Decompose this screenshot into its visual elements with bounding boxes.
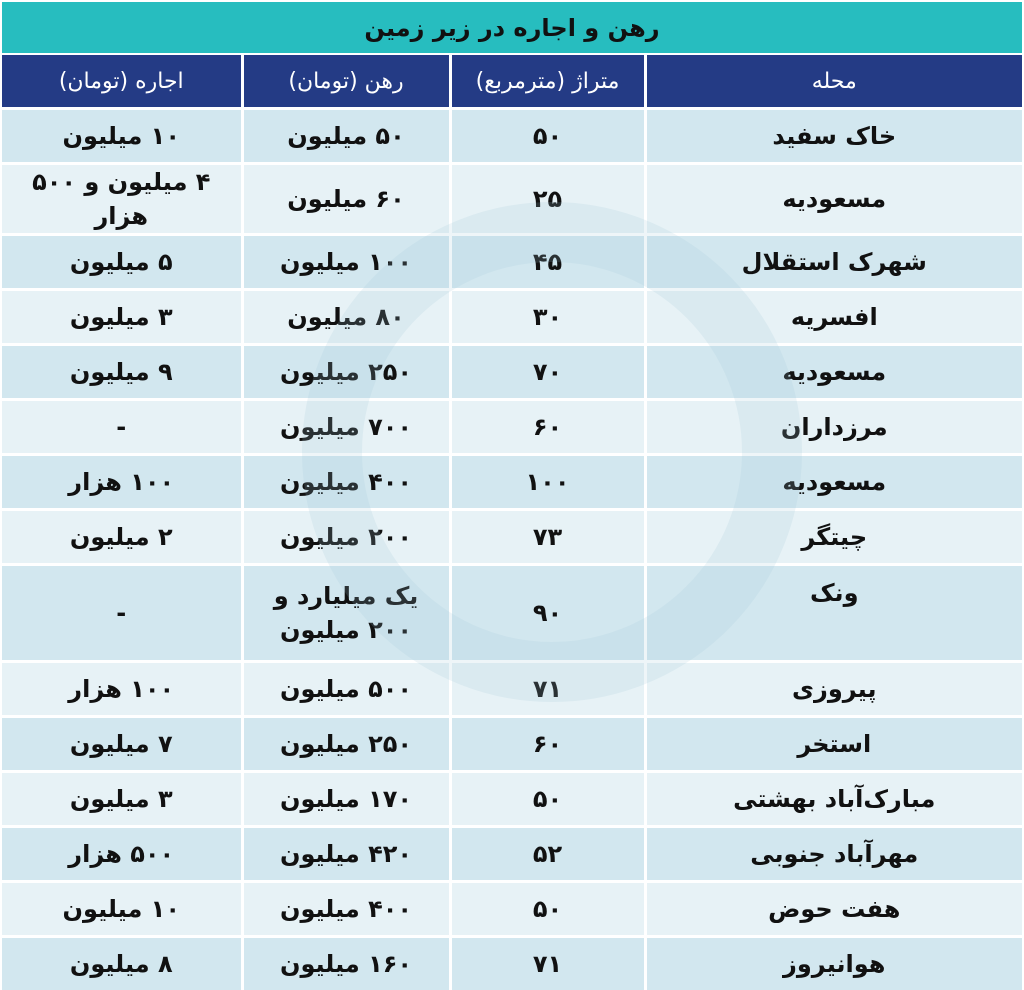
header-neighborhood: محله — [645, 55, 1022, 109]
rent-table-container — [2, 2, 1022, 963]
cell-deposit: ۲۵۰ میلیون — [242, 345, 450, 400]
cell-neighborhood: مهرآباد جنوبی — [645, 827, 1022, 882]
cell-area: ۲۵ — [450, 164, 645, 235]
table-row — [2, 717, 1022, 772]
rent-table — [2, 55, 1022, 990]
table-row — [2, 164, 1022, 235]
cell-rent: ۵ میلیون — [2, 235, 242, 290]
cell-rent: ۷ میلیون — [2, 717, 242, 772]
cell-area: ۵۲ — [450, 827, 645, 882]
cell-rent: ۱۰۰ هزار — [2, 455, 242, 510]
cell-neighborhood: مرزداران — [645, 400, 1022, 455]
cell-deposit: ۵۰ میلیون — [242, 109, 450, 164]
cell-neighborhood: مسعودیه — [645, 164, 1022, 235]
cell-deposit: ۸۰ میلیون — [242, 290, 450, 345]
cell-neighborhood: ونک — [645, 565, 1022, 662]
cell-rent: ۹ میلیون — [2, 345, 242, 400]
cell-area: ۷۱ — [450, 662, 645, 717]
header-row — [2, 55, 1022, 109]
header-area: متراژ (مترمربع) — [450, 55, 645, 109]
cell-area: ۷۳ — [450, 510, 645, 565]
table-row — [2, 510, 1022, 565]
cell-area: ۷۰ — [450, 345, 645, 400]
cell-deposit: ۱۷۰ میلیون — [242, 772, 450, 827]
cell-deposit: ۱۶۰ میلیون — [242, 937, 450, 990]
cell-area: ۵۰ — [450, 109, 645, 164]
cell-area: ۴۵ — [450, 235, 645, 290]
cell-deposit: ۴۰۰ میلیون — [242, 455, 450, 510]
cell-neighborhood: خاک سفید — [645, 109, 1022, 164]
cell-area: ۵۰ — [450, 882, 645, 937]
cell-deposit: ۴۲۰ میلیون — [242, 827, 450, 882]
cell-rent: ۴ میلیون و ۵۰۰ هزار — [2, 164, 242, 235]
table-row — [2, 662, 1022, 717]
cell-neighborhood: پیروزی — [645, 662, 1022, 717]
cell-rent: ۱۰۰ هزار — [2, 662, 242, 717]
cell-rent: ۸ میلیون — [2, 937, 242, 990]
table-row — [2, 235, 1022, 290]
cell-rent: - — [2, 400, 242, 455]
cell-deposit: ۷۰۰ میلیون — [242, 400, 450, 455]
cell-area: ۹۰ — [450, 565, 645, 662]
cell-area: ۶۰ — [450, 717, 645, 772]
cell-rent: ۳ میلیون — [2, 290, 242, 345]
cell-deposit: ۶۰ میلیون — [242, 164, 450, 235]
cell-deposit: ۵۰۰ میلیون — [242, 662, 450, 717]
cell-rent: - — [2, 565, 242, 662]
cell-rent: ۵۰۰ هزار — [2, 827, 242, 882]
cell-neighborhood: مسعودیه — [645, 455, 1022, 510]
table-row — [2, 345, 1022, 400]
table-row — [2, 827, 1022, 882]
cell-rent: ۱۰ میلیون — [2, 109, 242, 164]
cell-deposit: ۲۰۰ میلیون — [242, 510, 450, 565]
table-row — [2, 400, 1022, 455]
cell-deposit: ۴۰۰ میلیون — [242, 882, 450, 937]
table-row — [2, 772, 1022, 827]
table-row — [2, 937, 1022, 990]
table-row — [2, 109, 1022, 164]
cell-deposit: ۱۰۰ میلیون — [242, 235, 450, 290]
cell-rent: ۱۰ میلیون — [2, 882, 242, 937]
cell-area: ۱۰۰ — [450, 455, 645, 510]
cell-area: ۵۰ — [450, 772, 645, 827]
table-title: رهن و اجاره در زیر زمین — [2, 2, 1022, 55]
header-deposit: رهن (تومان) — [242, 55, 450, 109]
cell-neighborhood: شهرک استقلال — [645, 235, 1022, 290]
header-rent: اجاره (تومان) — [2, 55, 242, 109]
cell-rent: ۳ میلیون — [2, 772, 242, 827]
cell-neighborhood: استخر — [645, 717, 1022, 772]
cell-area: ۳۰ — [450, 290, 645, 345]
cell-neighborhood: مسعودیه — [645, 345, 1022, 400]
cell-neighborhood: چیتگر — [645, 510, 1022, 565]
cell-deposit: ۲۵۰ میلیون — [242, 717, 450, 772]
cell-neighborhood: هفت حوض — [645, 882, 1022, 937]
table-row — [2, 565, 1022, 662]
cell-rent: ۲ میلیون — [2, 510, 242, 565]
cell-area: ۶۰ — [450, 400, 645, 455]
cell-neighborhood: هوانیروز — [645, 937, 1022, 990]
cell-neighborhood: افسریه — [645, 290, 1022, 345]
cell-neighborhood: مبارک‌آباد بهشتی — [645, 772, 1022, 827]
table-row — [2, 882, 1022, 937]
cell-deposit: یک میلیارد و ۲۰۰ میلیون — [242, 565, 450, 662]
table-row — [2, 455, 1022, 510]
cell-area: ۷۱ — [450, 937, 645, 990]
table-row — [2, 290, 1022, 345]
